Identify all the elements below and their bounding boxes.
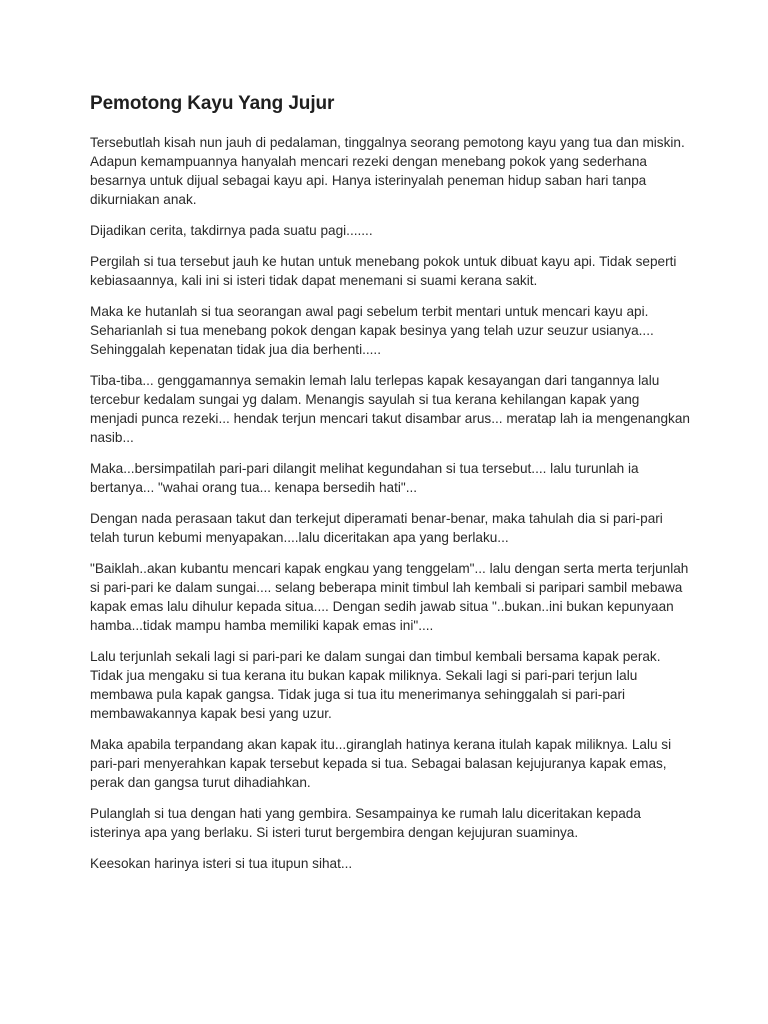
paragraph-6: Maka...bersimpatilah pari-pari dilangit melihat kegundahan si tua tersebut.... lalu turunlah ia bertanya... "wahai orang tua... kenapa bersedih hati"... — [90, 461, 639, 495]
document-page — [90, 92, 690, 885]
paragraph-11: Pulanglah si tua dengan hati yang gembira. Sesampainya ke rumah lalu diceritakan kepada isterinya apa yang berlaku. Si isteri turut bergembira dengan kejujuran suaminya. — [90, 806, 641, 840]
paragraph-8: "Baiklah..akan kubantu mencari kapak engkau yang tenggelam"... lalu dengan serta merta terjunlah si pari-pari ke dalam sungai.... selang beberapa minit timbul lah kembali si paripari sambil mebawa kapak emas lalu dihulur kepada situa.... Dengan sedih jawab situa "..bukan..ini bukan kepunyaan hamba...tidak mampu hamba memiliki kapak emas ini".... — [90, 561, 689, 633]
paragraph-1: Tersebutlah kisah nun jauh di pedalaman, tinggalnya seorang pemotong kayu yang tua dan miskin. Adapun kemampuannya hanyalah mencari rezeki dengan menebang pokok yang sederhana besarnya untuk dijual sebagai kayu api. Hanya isterinyalah peneman hidup saban hari tanpa dikurniakan anak. — [90, 135, 685, 207]
paragraph-5: Tiba-tiba... genggamannya semakin lemah lalu terlepas kapak kesayangan dari tangannya lalu tercebur kedalam sungai yg dalam. Menangis sayulah si tua kerana kehilangan kapak yang menjadi punca rezeki... hendak terjun mencari takut disambar arus... meratap lah ia mengenangkan nasib... — [90, 373, 690, 445]
paragraph-7: Dengan nada perasaan takut dan terkejut diperamati benar-benar, maka tahulah dia si pari-pari telah turun kebumi menyapakan....lalu diceritakan apa yang berlaku... — [90, 511, 663, 545]
paragraph-12: Keesokan harinya isteri si tua itupun sihat... — [90, 856, 353, 871]
paragraph-9: Lalu terjunlah sekali lagi si pari-pari ke dalam sungai dan timbul kembali bersama kapak perak. Tidak jua mengaku si tua kerana itu bukan kapak miliknya. Sekali lagi si pari-pari terjun lalu membawa pula kapak gangsa. Tidak juga si tua itu menerimanya sehinggalah si pari-pari membawakannya kapak besi yang uzur. — [90, 649, 661, 721]
paragraph-3: Pergilah si tua tersebut jauh ke hutan untuk menebang pokok untuk dibuat kayu api. Tidak seperti kebiasaannya, kali ini si isteri tidak dapat menemani si suami kerana sakit. — [90, 254, 677, 288]
document-title: Pemotong Kayu Yang Jujur — [90, 93, 335, 114]
paragraph-4: Maka ke hutanlah si tua seorangan awal pagi sebelum terbit mentari untuk mencari kayu api. Seharianlah si tua menebang pokok dengan kapak besinya yang telah uzur seuzur usianya.... Sehinggalah kepenatan tidak jua dia berhenti..... — [90, 304, 654, 357]
paragraph-2: Dijadikan cerita, takdirnya pada suatu pagi....... — [90, 223, 373, 238]
paragraph-10: Maka apabila terpandang akan kapak itu...giranglah hatinya kerana itulah kapak miliknya. Lalu si pari-pari menyerahkan kapak tersebut kepada si tua. Sebagai balasan kejujuranya kapak emas, perak dan gangsa turut dihadiahkan. — [90, 737, 672, 790]
